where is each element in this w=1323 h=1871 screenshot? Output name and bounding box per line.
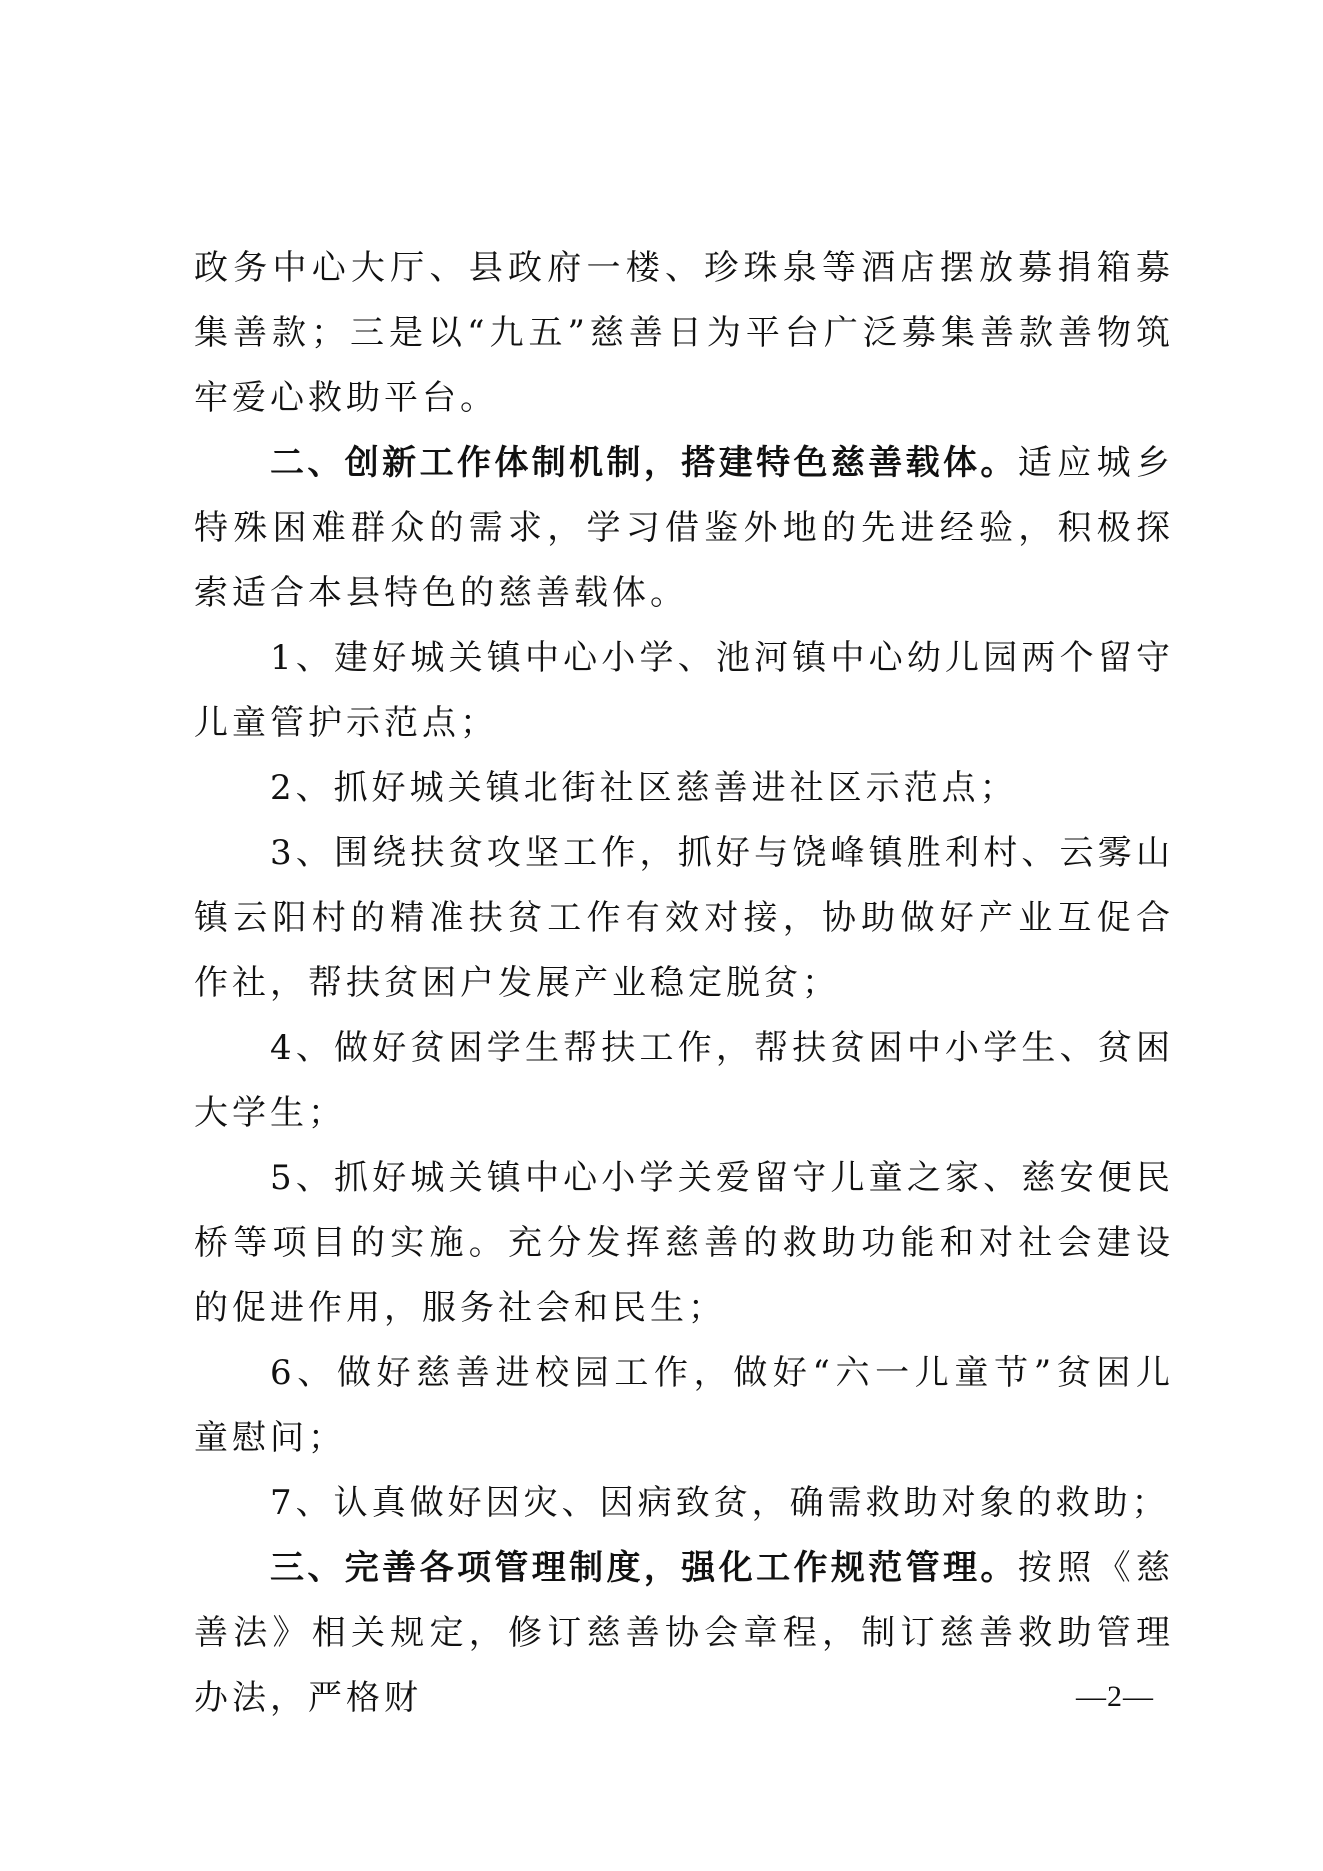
- section-two-body: 适应城乡特殊困难群众的需求，学习借鉴外地的先进经验，积极探索适合本县特色的慈善载体。: [194, 443, 1175, 613]
- section-three-paragraph: [194, 1536, 1174, 1731]
- continuation-paragraph: 政务中心大厅、县政府一楼、珍珠泉等酒店摆放募捐箱募集善款；三是以“九五”慈善日为平台广泛募集善款善物筑牢爱心救助平台。: [194, 248, 1174, 418]
- page-number: —2—: [1076, 1680, 1154, 1713]
- list-item: 5、抓好城关镇中心小学关爱留守儿童之家、慈安便民桥等项目的实施。充分发挥慈善的救助功能和对社会建设的促进作用，服务社会和民生；: [194, 1158, 1174, 1328]
- list-item: 2、抓好城关镇北街社区慈善进社区示范点；: [270, 768, 1018, 808]
- list-item: 6、做好慈善进校园工作，做好“六一儿童节”贫困儿童慰问；: [194, 1353, 1174, 1458]
- section-three-heading: 三、完善各项管理制度，强化工作规范管理。: [270, 1548, 1018, 1588]
- list-item: 1、建好城关镇中心小学、池河镇中心幼儿园两个留守儿童管护示范点；: [194, 638, 1174, 743]
- document-body: [194, 236, 1174, 1731]
- list-item: 3、围绕扶贫攻坚工作，抓好与饶峰镇胜利村、云雾山镇云阳村的精准扶贫工作有效对接，协助做好产业互促合作社，帮扶贫困户发展产业稳定脱贫；: [194, 833, 1174, 1003]
- section-two-paragraph: [194, 431, 1174, 626]
- section-three-body: 按照《慈善法》相关规定，修订慈善协会章程，制订慈善救助管理办法，严格财: [194, 1548, 1175, 1718]
- list-item: 4、做好贫困学生帮扶工作，帮扶贫困中小学生、贫困大学生；: [194, 1028, 1174, 1133]
- list-item: 7、认真做好因灾、因病致贫，确需救助对象的救助；: [270, 1483, 1170, 1523]
- section-two-heading: 二、创新工作体制机制，搭建特色慈善载体。: [270, 443, 1018, 483]
